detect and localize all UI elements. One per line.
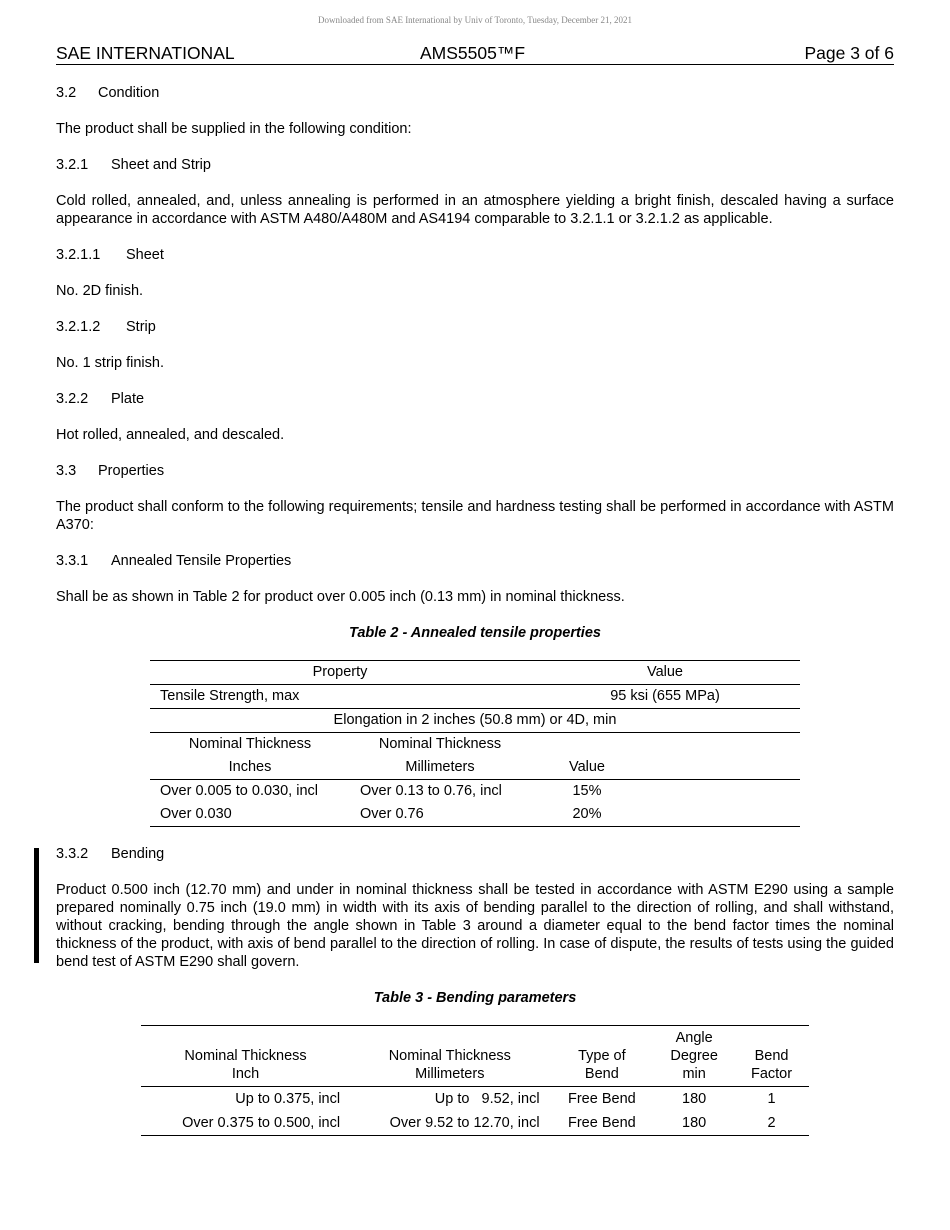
header-property: Property (150, 661, 530, 685)
page-header (56, 44, 894, 65)
row-inches: Over 0.005 to 0.030, incl (160, 783, 318, 799)
section-number: 3.3 (56, 463, 77, 479)
elongation-title: Elongation in 2 inches (50.8 mm) or 4D, min (150, 709, 800, 733)
section-3-2-1-heading (56, 156, 894, 174)
row-mm: Over 0.76 (350, 803, 530, 827)
section-3-2-1-1-heading (56, 246, 894, 264)
section-title: Plate (111, 391, 145, 407)
section-title: Sheet and Strip (111, 157, 211, 173)
table-row (150, 780, 800, 804)
row-inch: Up to 0.375, incl (235, 1091, 341, 1107)
row-type: Free Bend (550, 1111, 655, 1136)
section-title: Annealed Tensile Properties (111, 553, 292, 569)
section-title: Condition (98, 85, 160, 101)
table-3 (141, 1025, 809, 1136)
subheader-mm-1: Nominal Thickness (378, 736, 502, 752)
section-3-3-2-text: Product 0.500 inch (12.70 mm) and under in nominal thickness shall be tested in accordance with ASTM E290 using a sample prepared nominally 0.75 inch (19.0 mm) in width with its axis of bending parallel to the direction of rolling, and shall withstand, without cracking, bending through the angle shown in Table 3 around a diameter equal to the bend factor times the nominal thickness of the product, with axis of bend parallel to the direction of rolling. In case of dispute, the results of tests using the guided bend test of ASTM E290 shall govern. (56, 882, 894, 970)
section-title: Sheet (126, 247, 164, 263)
header-doc-id: AMS5505™F (420, 43, 526, 63)
section-3-2-1-2-heading (56, 318, 894, 336)
row-angle: 180 (654, 1111, 734, 1136)
header-inch: Nominal Thickness Inch (141, 1026, 350, 1087)
header-angle: Angle Degree min (654, 1026, 734, 1087)
section-number: 3.2.1 (56, 157, 89, 173)
section-3-2-2-heading (56, 390, 894, 408)
section-number: 3.2.2 (56, 391, 89, 407)
row-value: 20% (530, 803, 800, 827)
row-value: 15% (572, 783, 602, 799)
section-3-3-2-heading (56, 845, 894, 863)
row-angle: 180 (682, 1091, 707, 1107)
section-3-2-2-text: Hot rolled, annealed, and descaled. (56, 427, 285, 443)
section-number: 3.2.1.2 (56, 319, 101, 335)
table-2 (150, 660, 800, 827)
subheader-mm-2: Millimeters (350, 756, 530, 780)
section-title: Bending (111, 846, 165, 862)
subheader-inches-2: Inches (150, 756, 350, 780)
section-3-2-1-2-text: No. 1 strip finish. (56, 355, 164, 371)
section-3-2-1-text: Cold rolled, annealed, and, unless annealing is performed in an atmosphere yielding a bright finish, descaled having a surface appearance in accordance with ASTM A480/A480M and AS4194 comparable to 3.2.1.1 or 3.2.1.2 as applicable. (56, 193, 894, 227)
section-3-3-heading (56, 462, 894, 480)
table-2-subheader-row (150, 733, 800, 757)
table-2-subheader-row-2 (150, 756, 800, 780)
table-3-caption: Table 3 - Bending parameters (373, 990, 577, 1006)
row-inches: Over 0.030 (150, 803, 350, 827)
table-2-caption: Table 2 - Annealed tensile properties (349, 625, 601, 641)
subheader-value: Value (530, 756, 800, 780)
header-value: Value (530, 661, 800, 685)
section-3-2-heading (56, 84, 894, 102)
row-factor: 1 (767, 1091, 776, 1107)
row-mm: Over 9.52 to 12.70, incl (350, 1111, 549, 1136)
table-row (141, 1111, 809, 1136)
header-page-number: Page 3 of 6 (804, 43, 894, 63)
section-3-2-text: The product shall be supplied in the following condition: (56, 121, 412, 137)
section-3-3-text: The product shall conform to the following requirements; tensile and hardness testing shall be performed in accordance with ASTM A370: (56, 499, 894, 533)
header-factor: Bend Factor (734, 1026, 809, 1087)
table-3-header-row (141, 1026, 809, 1087)
row-inch: Over 0.375 to 0.500, incl (141, 1111, 350, 1136)
section-number: 3.3.2 (56, 846, 89, 862)
section-3-3-1-heading (56, 552, 894, 570)
tensile-value: 95 ksi (655 MPa) (530, 685, 800, 709)
section-number: 3.2.1.1 (56, 247, 101, 263)
row-type: Free Bend (568, 1091, 636, 1107)
tensile-label: Tensile Strength, max (150, 685, 530, 709)
section-number: 3.3.1 (56, 553, 89, 569)
header-org: SAE INTERNATIONAL (56, 43, 235, 63)
header-type: Type of Bend (550, 1026, 655, 1087)
row-factor: 2 (734, 1111, 809, 1136)
section-title: Properties (98, 463, 165, 479)
section-number: 3.2 (56, 85, 77, 101)
table-2-elongation-row (150, 709, 800, 733)
row-mm: Over 0.13 to 0.76, incl (360, 783, 502, 799)
table-2-tensile-row (150, 685, 800, 709)
section-title: Strip (126, 319, 156, 335)
row-mm: Up to 9.52, incl (434, 1091, 540, 1107)
download-watermark: Downloaded from SAE International by Univ of Toronto, Tuesday, December 21, 2021 (317, 15, 633, 25)
subheader-inches-1: Nominal Thickness (188, 736, 312, 752)
revision-bar (34, 848, 39, 963)
section-3-3-1-text: Shall be as shown in Table 2 for product over 0.005 inch (0.13 mm) in nominal thickness. (56, 589, 625, 605)
header-mm: Nominal Thickness Millimeters (350, 1026, 549, 1087)
table-row (141, 1087, 809, 1112)
section-3-2-1-1-text: No. 2D finish. (56, 283, 144, 299)
table-row (150, 803, 800, 827)
document-body (56, 84, 894, 1136)
table-2-header-row (150, 661, 800, 685)
